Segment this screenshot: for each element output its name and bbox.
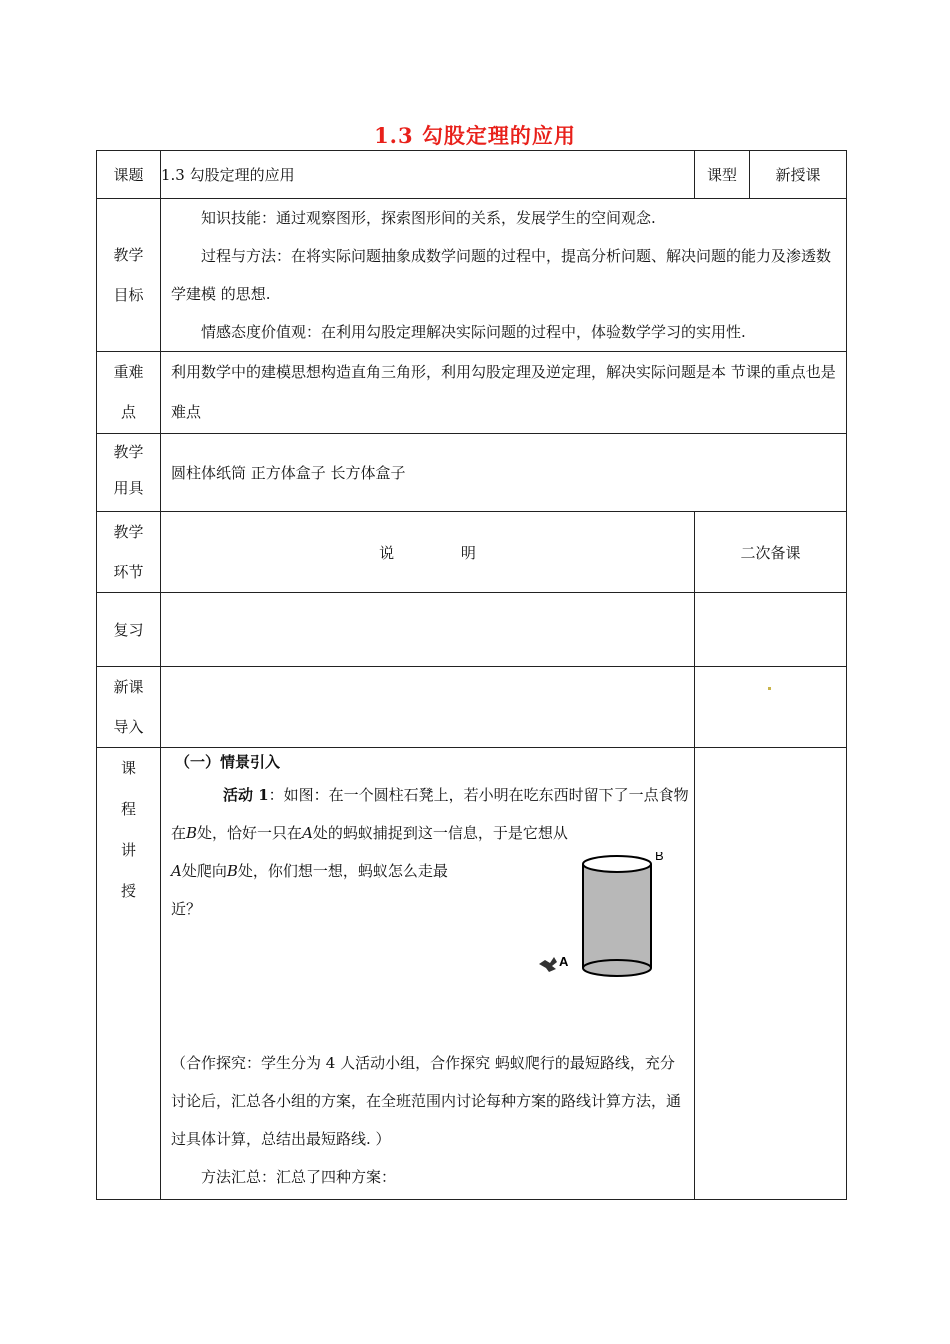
lecture-label-1: 课: [120, 759, 136, 777]
row-intro: [97, 667, 847, 748]
lesson-plan-table: [96, 150, 847, 1200]
key-label-1: 重难: [113, 363, 144, 381]
explore-paragraph: （合作探究：学生分为 4 人活动小组，合作探究 蚂蚁爬行的最短路线，充分讨论后，汇总各小组的方案，在全班范围内讨论每种方案的路线计算方法，通过具体计算，总结出最短路线. ）: [171, 1054, 682, 1148]
goal-process: 过程与方法：在将实际问题抽象成数学问题的过程中，提高分析问题、解决问题的能力及渗透数学建模 的思想.: [171, 247, 832, 303]
row-goals: [97, 199, 847, 352]
intro-label-1: 新课: [113, 678, 144, 696]
summary-text: 方法汇总：汇总了四种方案：: [201, 1168, 397, 1186]
intro-label: [97, 667, 161, 748]
tools-label-1: 教学: [113, 443, 144, 461]
section-label-2: 环节: [113, 563, 144, 581]
section-label-1: 教学: [113, 523, 144, 541]
tools-label-2: 用具: [113, 479, 144, 497]
page-title: 1.3 勾股定理的应用: [374, 123, 576, 148]
point-b-ref: B: [186, 824, 198, 842]
lecture-label: [97, 748, 161, 1200]
row-topic: [97, 151, 847, 199]
review-label: 复习: [97, 593, 161, 667]
lecture-label-3: 讲: [120, 841, 136, 859]
intro-label-2: 导入: [113, 718, 144, 736]
cylinder-figure: [531, 852, 691, 982]
row-tools: [97, 434, 847, 512]
activity-title: 活动 1: [223, 786, 269, 804]
activity-text-1: ：如图：在一个圆柱石凳上，若小明在吃东西时留下了一点食物在: [171, 786, 689, 842]
lecture-label-4: 授: [120, 882, 136, 900]
lecture-notes: [695, 748, 847, 1200]
activity-text-4: 处爬向: [181, 862, 227, 880]
section-heading: （一）情景引入: [175, 753, 281, 771]
key-content: 利用数学中的建模思想构造直角三角形，利用勾股定理及逆定理，解决实际问题是本 节课的重点也是难点: [161, 352, 847, 434]
section-label: [97, 512, 161, 593]
cylinder-body: [583, 864, 651, 968]
goals-content: [161, 199, 847, 352]
marker-dot: [768, 687, 771, 690]
review-notes: [695, 593, 847, 667]
figure-label-a: A: [559, 954, 569, 969]
activity-text-3: 处的蚂蚁捕捉到这一信息，于是它想从: [312, 824, 568, 842]
goal-knowledge: 知识技能：通过观察图形，探索图形间的关系，发展学生的空间观念.: [201, 209, 656, 227]
explanation-header: 说 明: [161, 512, 695, 593]
intro-content: [161, 667, 695, 748]
row-review: [97, 593, 847, 667]
tools-label: [97, 434, 161, 512]
topic-label: 课题: [97, 151, 161, 199]
point-a-ref: A: [302, 824, 313, 842]
goals-label-1: 教学: [113, 246, 144, 264]
lesson-type-label: 课型: [695, 151, 750, 199]
activity-text-5: 处，你们想一想，蚂蚁怎么走最: [237, 862, 448, 880]
lecture-content: [161, 748, 695, 1200]
cylinder-top: [583, 856, 651, 872]
key-label: [97, 352, 161, 434]
activity-text-2: 处，恰好一只在: [197, 824, 303, 842]
figure-label-b: B: [655, 852, 664, 863]
row-lecture: [97, 748, 847, 1200]
activity-paragraph-2: [171, 852, 531, 890]
goals-label: [97, 199, 161, 352]
intro-notes: [695, 667, 847, 748]
lecture-label-2: 程: [120, 800, 136, 818]
point-b-ref-2: B: [226, 862, 238, 880]
topic-value: 1.3 勾股定理的应用: [161, 151, 695, 199]
goals-label-2: 目标: [113, 286, 144, 304]
activity-text-6: 近？: [171, 900, 202, 918]
second-prep-header: 二次备课: [695, 512, 847, 593]
review-content: [161, 593, 695, 667]
goal-attitude: 情感态度价值观：在利用勾股定理解决实际问题的过程中，体验数学学习的实用性.: [201, 323, 746, 341]
lesson-type-value: 新授课: [750, 151, 847, 199]
ant-icon: [539, 957, 557, 972]
tools-content: 圆柱体纸筒 正方体盒子 长方体盒子: [161, 434, 847, 512]
point-a-ref-2: A: [171, 862, 182, 880]
activity-paragraph: [171, 776, 691, 852]
row-key-points: [97, 352, 847, 434]
key-label-2: 点: [120, 403, 136, 421]
row-section-header: [97, 512, 847, 593]
